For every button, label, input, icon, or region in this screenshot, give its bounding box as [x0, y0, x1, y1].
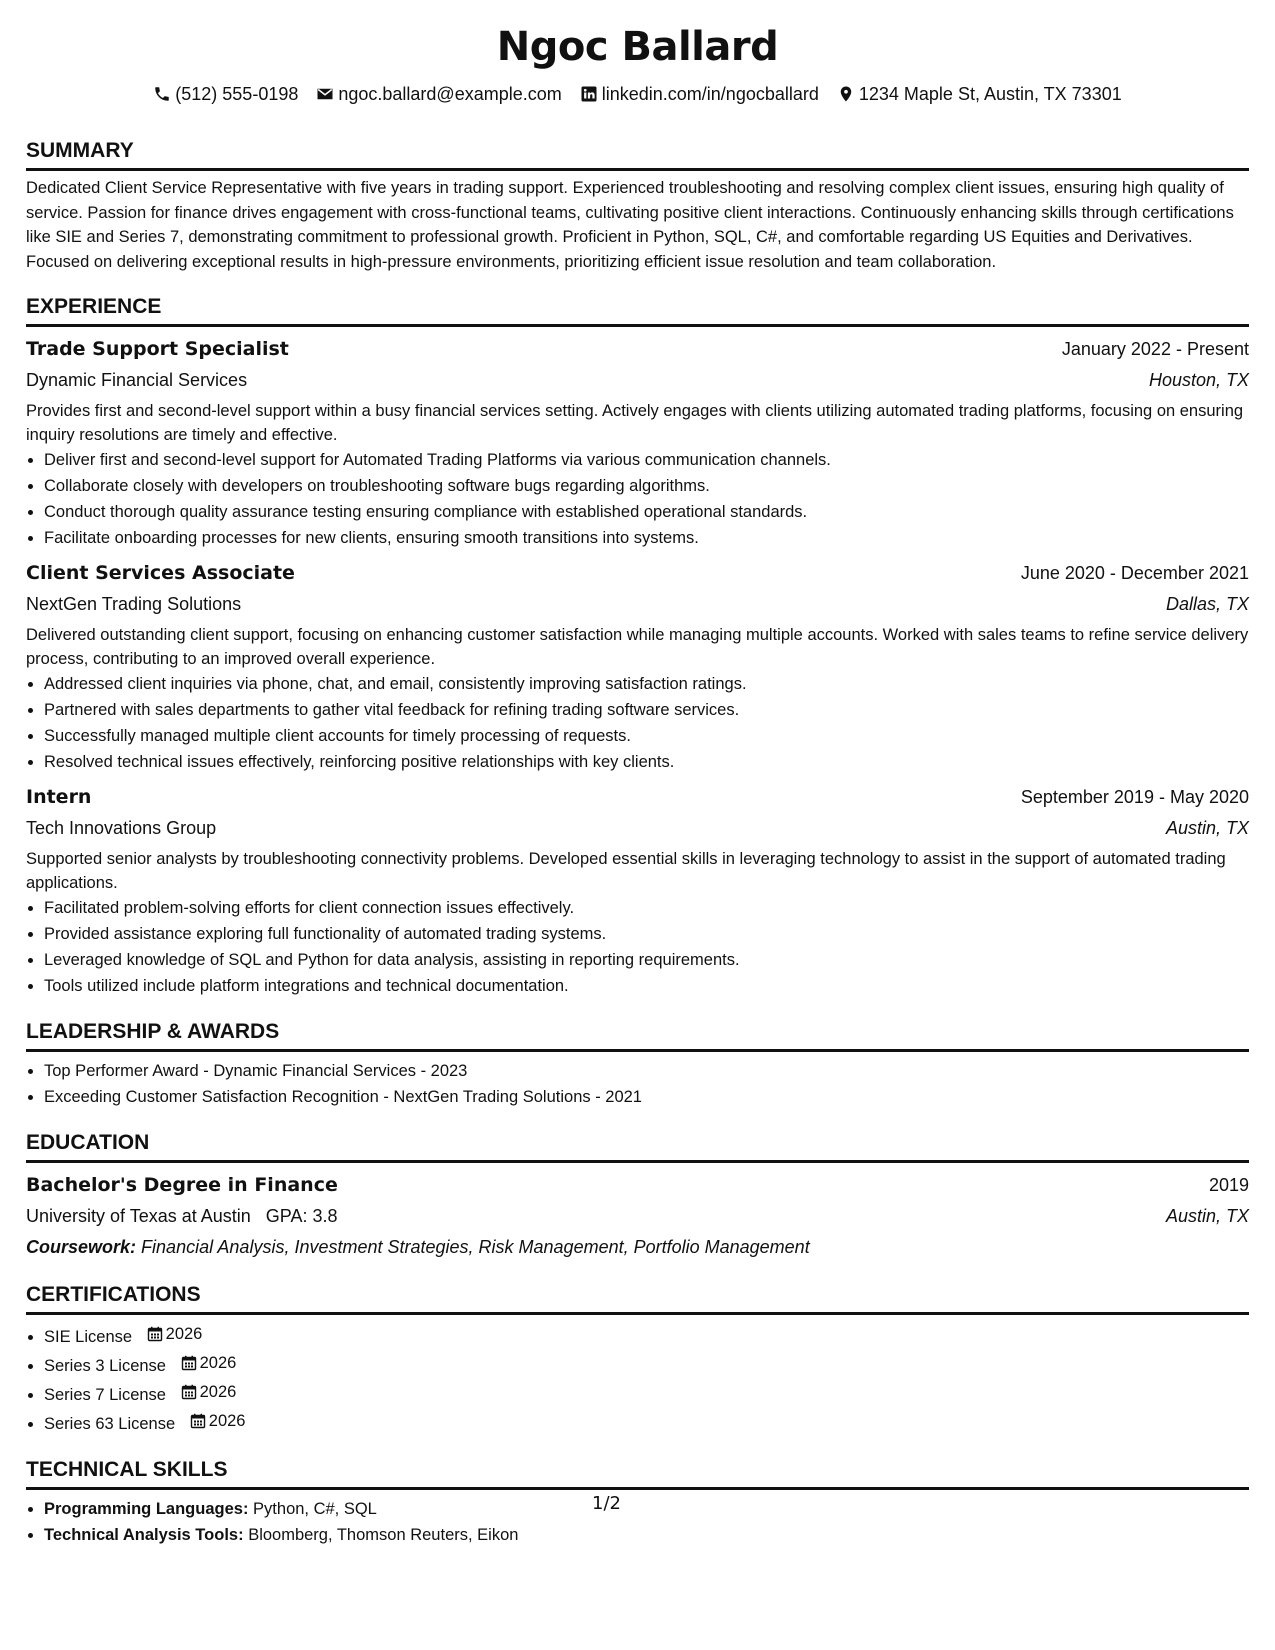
coursework-label: Coursework:: [26, 1237, 137, 1257]
school-name: University of Texas at Austin: [26, 1206, 251, 1226]
summary-heading: SUMMARY: [26, 138, 1249, 171]
list-item: • Addressed client inquiries via phone, chat, and email, consistently improving satisfaction ratings.: [44, 671, 1249, 697]
cert-date: [181, 1379, 237, 1405]
certifications-list: [26, 1321, 1249, 1437]
job-dates: January 2022 - Present: [1061, 339, 1249, 359]
list-item: [44, 1350, 1249, 1379]
school-location: Austin, TX: [1165, 1206, 1249, 1226]
contact-linkedin[interactable]: [580, 82, 819, 106]
cert-year: 2026: [199, 1354, 237, 1372]
cert-year: 2026: [208, 1412, 246, 1430]
skills-heading: TECHNICAL SKILLS: [26, 1457, 1249, 1490]
list-item: [44, 1379, 1249, 1408]
list-item: • Successfully managed multiple client accounts for timely processing of requests.: [44, 723, 1249, 749]
linkedin-text[interactable]: linkedin.com/in/ngocballard: [601, 84, 819, 104]
school-line: [26, 1201, 338, 1231]
degree-title: Bachelor's Degree in Finance: [26, 1174, 338, 1196]
envelope-icon: [316, 85, 334, 103]
phone-text: (512) 555-0198: [175, 84, 299, 104]
list-item: • Resolved technical issues effectively, reinforcing positive relationships with key clients.: [44, 749, 1249, 775]
graduation-year: 2019: [1208, 1175, 1249, 1195]
cert-year: 2026: [165, 1325, 203, 1343]
cert-year: 2026: [199, 1383, 237, 1401]
cert-name: Series 7 License: [44, 1386, 166, 1404]
list-item: • Tools utilized include platform integrations and technical documentation.: [44, 973, 1249, 999]
skill-label: Technical Analysis Tools:: [44, 1526, 244, 1544]
job-bullets: [26, 895, 1249, 999]
candidate-name: Ngoc Ballard: [496, 24, 779, 70]
skill-value: Python, C#, SQL: [253, 1500, 377, 1518]
contact-bar: [26, 82, 1249, 106]
job-company: Dynamic Financial Services: [26, 370, 248, 390]
list-item: [44, 1321, 1249, 1350]
coursework-text: Financial Analysis, Investment Strategies, Risk Management, Portfolio Management: [141, 1237, 810, 1257]
contact-phone: [153, 82, 298, 106]
phone-icon: [153, 85, 171, 103]
job-entry: [26, 782, 1249, 999]
list-item: [44, 1408, 1249, 1437]
certifications-heading: CERTIFICATIONS: [26, 1282, 1249, 1315]
education-heading: EDUCATION: [26, 1130, 1249, 1163]
job-dates: June 2020 - December 2021: [1020, 563, 1249, 583]
list-item: • Conduct thorough quality assurance testing ensuring compliance with established operational standards.: [44, 499, 1249, 525]
list-item: • Leveraged knowledge of SQL and Python for data analysis, assisting in reporting requirements.: [44, 947, 1249, 973]
list-item: [44, 1522, 1249, 1548]
job-entry: [26, 558, 1249, 775]
summary-text: Dedicated Client Service Representative with five years in trading support. Experienced troubleshooting and resolving complex client issues, ensuring high quality of service. Passion for finance drives engagement with cross-functional teams, cultivating positive client interactions. Continuously enhancing skills through certifications like SIE and Series 7, demonstrating commitment to professional growth. Proficient in Python, SQL, C#, and comfortable regarding US Equities and Derivatives. Focused on delivering exceptional results in high-pressure environments, prioritizing efficient issue resolution and team collaboration.: [26, 179, 1234, 271]
job-location: Dallas, TX: [1165, 594, 1249, 614]
list-item: • Exceeding Customer Satisfaction Recognition - NextGen Trading Solutions - 2021: [44, 1084, 1249, 1110]
coursework-line: [26, 1232, 1249, 1262]
cert-date: [181, 1350, 237, 1376]
list-item: • Partnered with sales departments to gather vital feedback for refining trading software services.: [44, 697, 1249, 723]
education-entry: [26, 1170, 1249, 1262]
job-entry: [26, 334, 1249, 551]
contact-address: [837, 82, 1122, 106]
leadership-heading: LEADERSHIP & AWARDS: [26, 1019, 1249, 1052]
job-description: Provides first and second-level support within a busy financial services setting. Actively engages with clients utilizing automated trading platforms, focusing on ensuring inquiry resolutions are timely and effective.: [26, 402, 1244, 444]
calendar-icon: [181, 1384, 197, 1400]
job-company: NextGen Trading Solutions: [26, 594, 242, 614]
list-item: • Facilitated problem-solving efforts for client connection issues effectively.: [44, 895, 1249, 921]
job-company: Tech Innovations Group: [26, 818, 217, 838]
job-bullets: [26, 671, 1249, 775]
map-pin-icon: [837, 85, 855, 103]
list-item: • Top Performer Award - Dynamic Financial Services - 2023: [44, 1058, 1249, 1084]
cert-name: Series 3 License: [44, 1357, 166, 1375]
job-title: Client Services Associate: [26, 562, 295, 584]
resume-page: [26, 0, 1249, 1548]
calendar-icon: [190, 1413, 206, 1429]
page-number: 1/2: [592, 1493, 621, 1514]
list-item: • Deliver first and second-level support for Automated Trading Platforms via various communication channels.: [44, 447, 1249, 473]
calendar-icon: [147, 1326, 163, 1342]
cert-name: Series 63 License: [44, 1415, 176, 1433]
job-bullets: [26, 447, 1249, 551]
cert-name: SIE License: [44, 1328, 133, 1346]
address-text: 1234 Maple St, Austin, TX 73301: [858, 84, 1122, 104]
job-description: Supported senior analysts by troubleshooting connectivity problems. Developed essential skills in leveraging technology to assist in the support of automated trading applications.: [26, 850, 1226, 892]
job-description: Delivered outstanding client support, focusing on enhancing customer satisfaction while managing multiple accounts. Worked with sales teams to refine service delivery process, contributing to an improved overall experience.: [26, 626, 1249, 668]
job-title: Intern: [26, 786, 92, 808]
job-location: Houston, TX: [1148, 370, 1249, 390]
skill-value: Bloomberg, Thomson Reuters, Eikon: [248, 1526, 519, 1544]
linkedin-icon: [580, 85, 598, 103]
list-item: • Collaborate closely with developers on troubleshooting software bugs regarding algorithms.: [44, 473, 1249, 499]
list-item: • Facilitate onboarding processes for new clients, ensuring smooth transitions into systems.: [44, 525, 1249, 551]
job-title: Trade Support Specialist: [26, 338, 289, 360]
contact-email[interactable]: [316, 82, 561, 106]
job-dates: September 2019 - May 2020: [1020, 787, 1249, 807]
cert-date: [190, 1408, 246, 1434]
gpa: GPA: 3.8: [265, 1206, 338, 1226]
cert-date: [147, 1321, 203, 1347]
job-location: Austin, TX: [1165, 818, 1249, 838]
email-text[interactable]: ngoc.ballard@example.com: [338, 84, 562, 104]
calendar-icon: [181, 1355, 197, 1371]
list-item: [44, 1496, 1249, 1522]
skills-list: [26, 1496, 1249, 1548]
awards-list: [26, 1058, 1249, 1110]
skill-label: Programming Languages:: [44, 1500, 249, 1518]
experience-heading: EXPERIENCE: [26, 294, 1249, 327]
list-item: • Provided assistance exploring full functionality of automated trading systems.: [44, 921, 1249, 947]
